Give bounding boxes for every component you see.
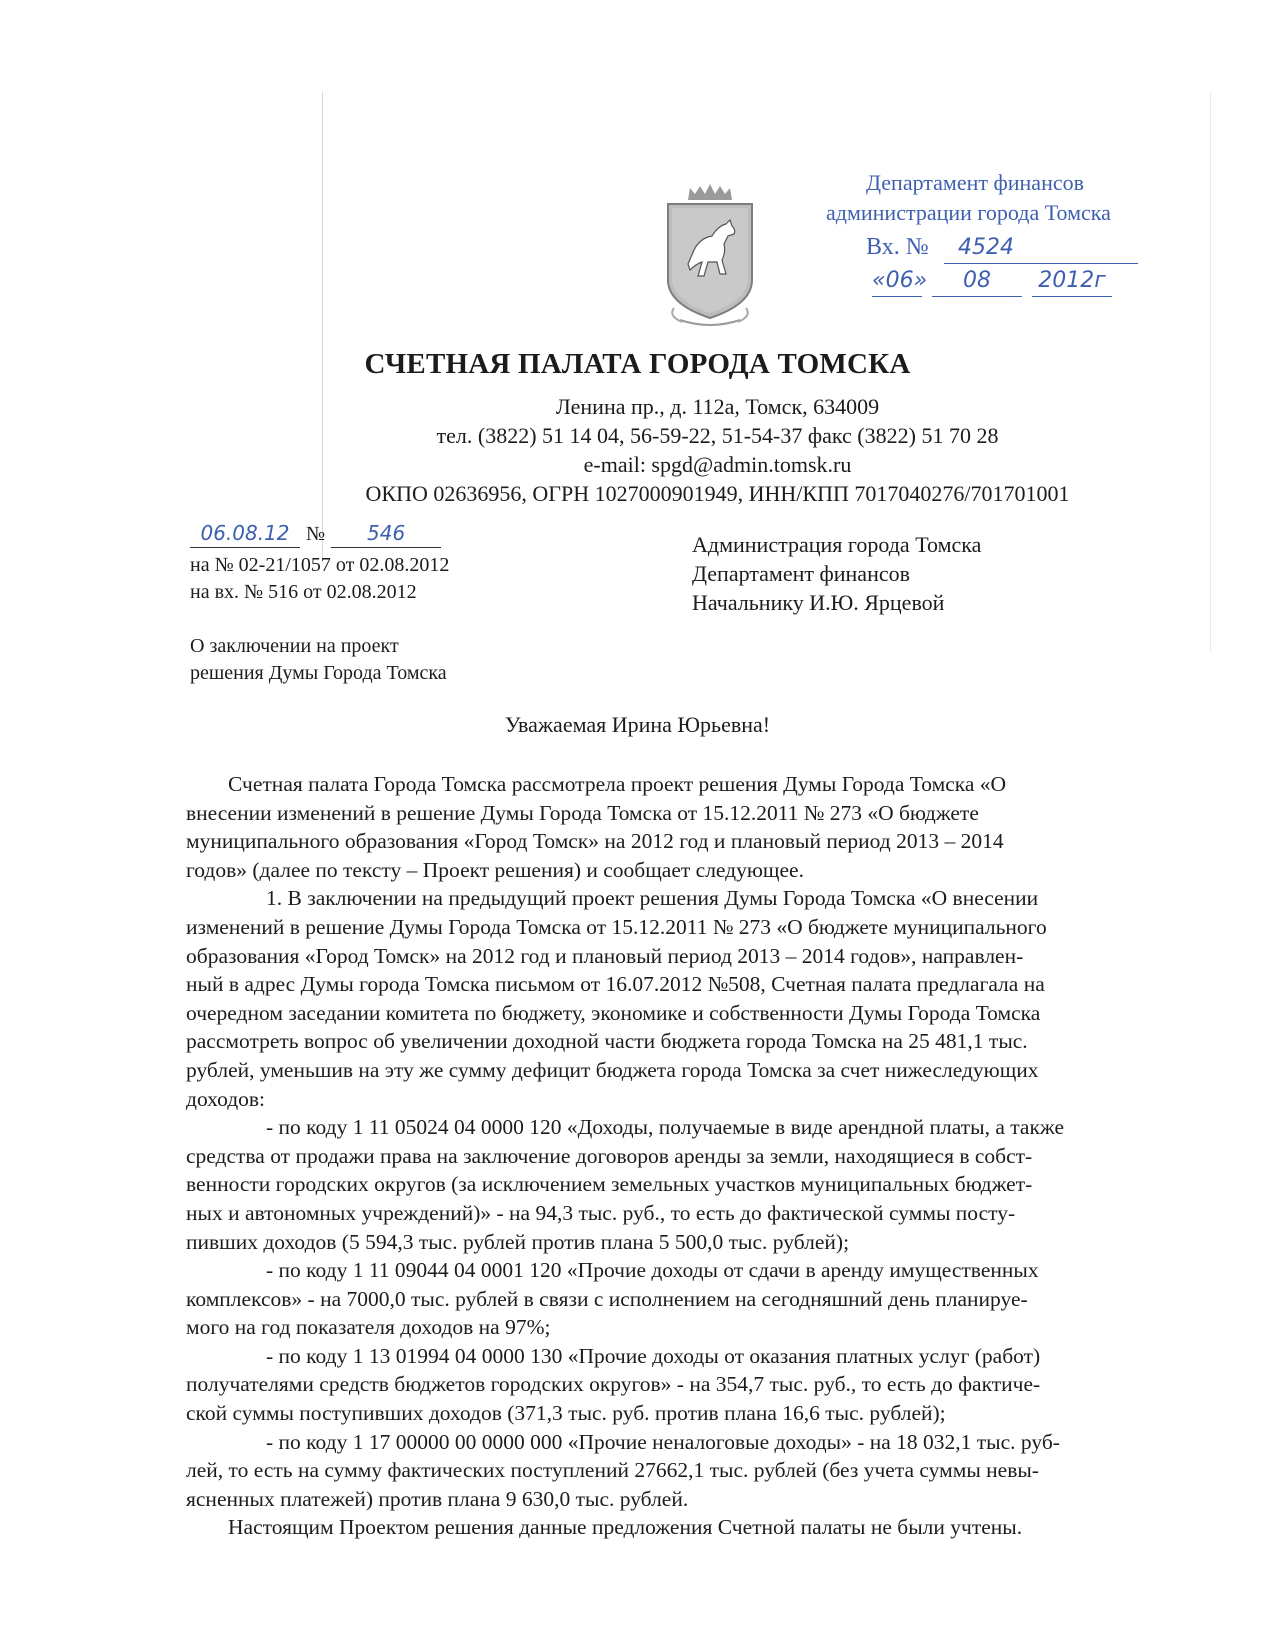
body-line: рублей, уменьшив на эту же сумму дефицит бюджета города Томска за счет нижеследующих [186,1057,1039,1082]
body-line: - по коду 1 17 00000 00 0000 000 «Прочие неналоговые доходы» - на 18 032,1 тыс. руб- [266,1429,1060,1454]
body-line: ных и автономных учреждений)» - на 94,3 тыс. руб., то есть до фактической суммы посту- [186,1200,1016,1225]
stamp-date [858,266,1188,297]
addressee-block [692,530,981,617]
body-line: рассмотреть вопрос об увеличении доходной части бюджета города Томска на 25 481,1 тыс. [186,1029,1028,1054]
greeting: Уважаемая Ирина Юрьевна! [504,712,771,737]
outgoing-number-line [190,520,449,552]
body-line: Счетная палата Города Томска рассмотрела проект решения Думы Города Томска «О [228,772,1007,796]
body-line: очередном заседании комитета по бюджету, экономике и собственности Думы Города Томска [186,1000,1041,1025]
reference-line-1: на № 02-21/1057 от 02.08.2012 [190,554,450,576]
addressee-line: Департамент финансов [692,561,911,586]
body-line: доходов: [186,1086,266,1111]
stamp-reg-number: 4524 [944,233,1138,264]
outgoing-no-label: № [306,523,326,545]
body-line: образования «Город Томск» на 2012 год и плановый период 2013 – 2014 годов», направлен- [186,943,1024,968]
outgoing-reference-block [190,520,449,606]
body-line: мого на год показателя доходов на 97%; [186,1315,551,1340]
body-line: Настоящим Проектом решения данные предложения Счетной палаты не были учтены. [228,1515,1023,1540]
body-line: годов» (далее по тексту – Проект решения) и сообщает следующее. [186,857,804,882]
body-line: внесении изменений в решение Думы Города Томска от 15.12.2011 № 273 «О бюджете [186,800,979,825]
tomsk-coat-of-arms-icon [660,180,760,330]
outgoing-date: 06.08.12 [190,520,300,548]
subject-block [190,633,447,687]
org-email-line: e-mail: spgd@admin.tomsk.ru [583,452,852,477]
body-line: - по коду 1 11 05024 04 0000 120 «Доходы, получаемые в виде арендной платы, а также [266,1115,1065,1140]
body-line: ясненных платежей) против плана 9 630,0 тыс. рублей. [186,1486,689,1511]
org-phone-line: тел. (3822) 51 14 04, 56-59-22, 51-54-37 факс (3822) 51 70 28 [436,423,999,448]
stamp-date-month: 08 [932,266,1022,297]
body-line: муниципального образования «Город Томск» на 2012 год и плановый период 2013 – 2014 [186,829,1004,854]
subject-line: О заключении на проект [190,635,399,657]
body-line: ный в адрес Думы города Томска письмом от 16.07.2012 №508, Счетная палата предлагала на [186,972,1045,997]
reference-line-2: на вх. № 516 от 02.08.2012 [190,581,417,603]
org-registry-line: ОКПО 02636956, ОГРН 1027000901949, ИНН/КПП 7017040276/701701001 [365,481,1070,506]
body-line: получателями средств бюджетов городских округов» - на 354,7 тыс. руб., то есть до фактиче- [186,1372,1041,1397]
org-address-line: Ленина пр., д. 112а, Томск, 634009 [555,394,880,419]
body-line: венности городских округов (за исключением земельных участков муниципальных бюджет- [186,1172,1033,1197]
letter-body [186,770,1246,1542]
org-name-heading: СЧЕТНАЯ ПАЛАТА ГОРОДА ТОМСКА [364,348,911,380]
body-line: пивших доходов (5 594,3 тыс. рублей против плана 5 500,0 тыс. рублей); [186,1229,850,1254]
body-line: ской суммы поступивших доходов (371,3 тыс. руб. против плана 16,6 тыс. рублей); [186,1401,946,1426]
outgoing-number: 546 [331,520,441,548]
body-line: изменений в решение Думы Города Томска от 15.12.2011 № 273 «О бюджете муниципального [186,914,1047,939]
stamp-line-2: администрации города Томска [826,200,1111,225]
body-line: комплексов» - на 7000,0 тыс. рублей в связи с исполнением на сегодняшний день планируе- [186,1286,1028,1311]
addressee-line: Администрация города Томска [692,532,982,557]
org-address-block [160,392,1275,508]
subject-line: решения Думы Города Томска [190,662,447,684]
incoming-stamp [826,168,1188,297]
stamp-reg-label: Вх. № [866,234,929,260]
body-line: средства от продажи права на заключение договоров аренды за земли, находящиеся в собст- [186,1143,1033,1168]
stamp-date-year: 2012г [1032,266,1112,297]
body-line: - по коду 1 11 09044 04 0001 120 «Прочие доходы от сдачи в аренду имущественных [266,1258,1039,1283]
stamp-line-1: Департамент финансов [866,170,1085,195]
addressee-line: Начальнику И.Ю. Ярцевой [692,590,945,615]
body-line: 1. В заключении на предыдущий проект решения Думы Города Томска «О внесении [266,886,1039,911]
body-line: лей, то есть на сумму фактических поступлений 27662,1 тыс. рублей (без учета суммы невы- [186,1458,1039,1483]
body-line: - по коду 1 13 01994 04 0000 130 «Прочие доходы от оказания платных услуг (работ) [266,1343,1041,1368]
stamp-date-day: «06» [872,266,922,297]
stamp-registration [858,232,1188,264]
